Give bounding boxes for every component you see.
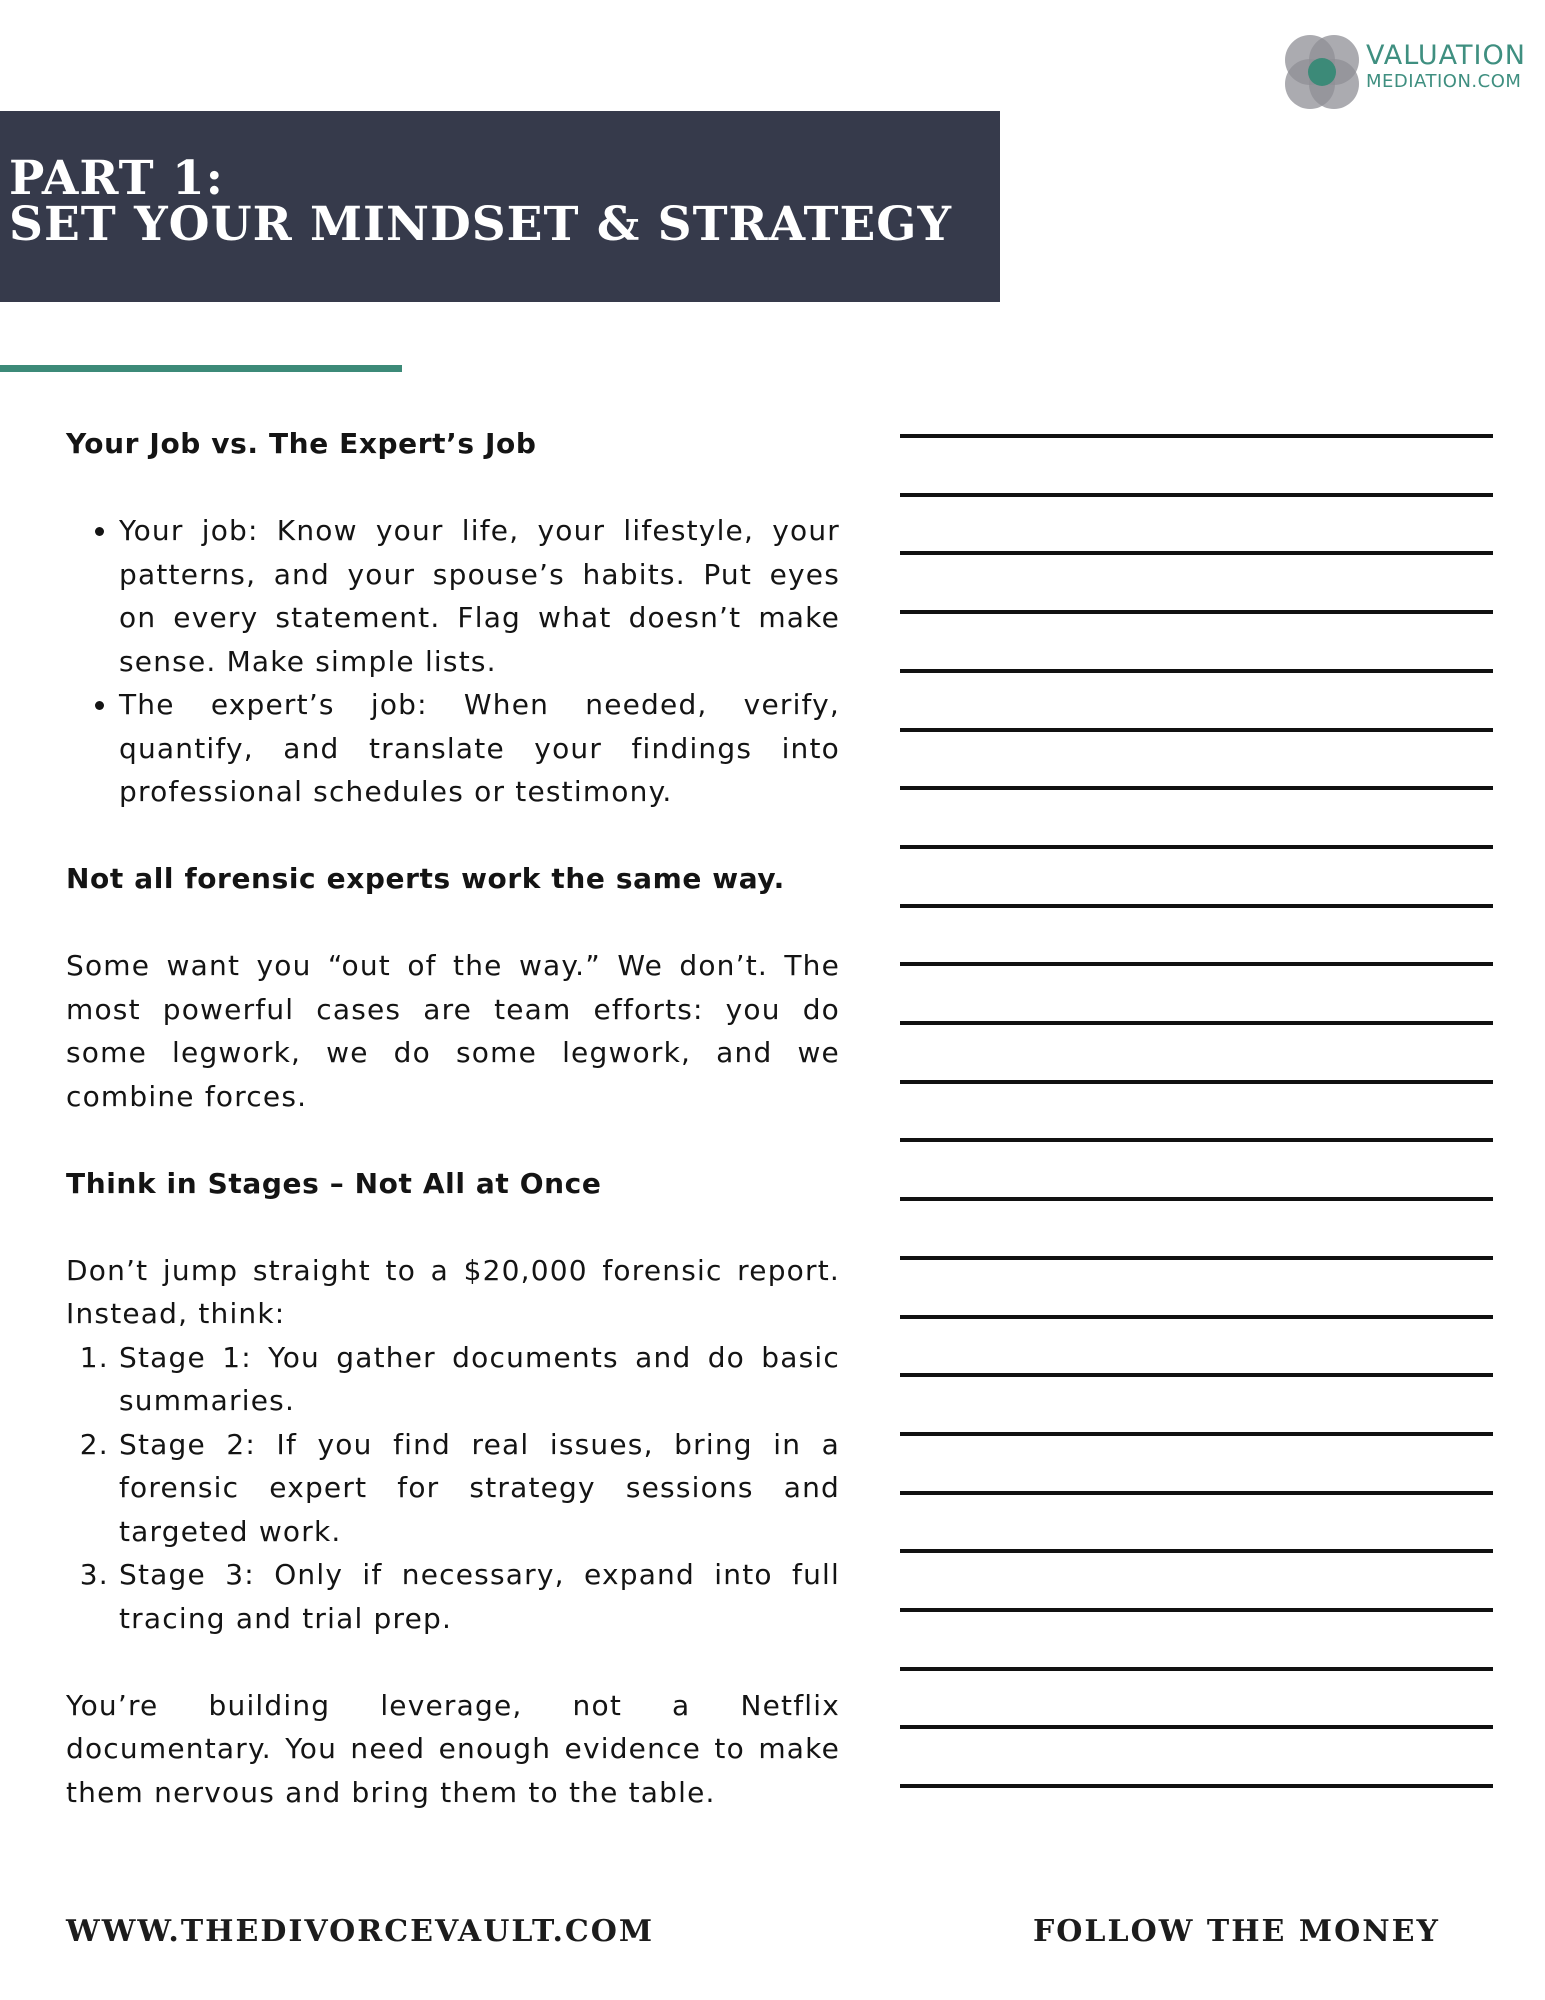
writing-line: [900, 610, 1493, 614]
writing-line: [900, 1080, 1493, 1084]
writing-line: [900, 962, 1493, 966]
list-item: 1. Stage 1: You gather documents and do basic summaries.: [119, 1336, 840, 1423]
writing-line: [900, 1197, 1493, 1201]
spacer: [66, 1640, 840, 1684]
writing-line: [900, 1373, 1493, 1377]
notes-writing-lines: [900, 0, 1493, 2000]
writing-line: [900, 1138, 1493, 1142]
stages-intro: Don’t jump straight to a $20,000 forensic report. Instead, think:: [66, 1253, 840, 1330]
writing-line: [900, 904, 1493, 908]
experts-section-heading: Not all forensic experts work the same way.: [66, 862, 785, 895]
writing-line: [900, 493, 1493, 497]
writing-line: [900, 1725, 1493, 1729]
writing-line: [900, 1315, 1493, 1319]
writing-line: [900, 551, 1493, 555]
writing-line: [900, 1256, 1493, 1260]
writing-line: [900, 1432, 1493, 1436]
list-item: 3. Stage 3: Only if necessary, expand into full tracing and trial prep.: [119, 1553, 840, 1640]
job-section-heading: Your Job vs. The Expert’s Job: [66, 427, 537, 460]
main-content: [66, 422, 840, 1814]
stages-numbered-list: [66, 1336, 840, 1641]
footer-website: WWW.THEDIVORCEVAULT.COM: [66, 1914, 655, 1949]
list-item: • The expert’s job: When needed, verify, quantify, and translate your findings into professional schedules or testimony.: [119, 683, 840, 814]
writing-line: [900, 786, 1493, 790]
experts-paragraph: Some want you “out of the way.” We don’t. The most powerful cases are team efforts: you do some legwork, we do some legwork, and we combine forces.: [66, 949, 840, 1113]
page-title: [9, 151, 952, 252]
page-title-line-1: PART 1:: [9, 151, 225, 206]
writing-line: [900, 1608, 1493, 1612]
logo-line-mediation: MEDIATION.COM: [1366, 71, 1522, 92]
writing-line: [900, 1021, 1493, 1025]
spacer: [66, 466, 840, 510]
footer-tagline: FOLLOW THE MONEY: [1033, 1914, 1440, 1949]
writing-line: [900, 1491, 1493, 1495]
list-item: 2. Stage 2: If you find real issues, bring in a forensic expert for strategy sessions and targeted work.: [119, 1423, 840, 1554]
writing-line: [900, 434, 1493, 438]
page-title-line-2: SET YOUR MINDSET & STRATEGY: [9, 197, 952, 252]
writing-line: [900, 1784, 1493, 1788]
closing-paragraph: You’re building leverage, not a Netflix documentary. You need enough evidence to make them nervous and bring them to the table.: [66, 1688, 840, 1809]
writing-line: [900, 1549, 1493, 1553]
spacer: [66, 901, 840, 945]
accent-divider: [0, 365, 402, 372]
writing-line: [900, 845, 1493, 849]
job-bullet-list: [66, 509, 840, 814]
writing-line: [900, 669, 1493, 673]
spacer: [66, 814, 840, 858]
writing-line: [900, 1667, 1493, 1671]
spacer: [66, 1118, 840, 1162]
list-item: • Your job: Know your life, your lifestyle, your patterns, and your spouse’s habits. Put eyes on every statement. Flag what doesn’t make sense. Make simple lists.: [119, 509, 840, 683]
logo-line-valuation: VALUATION: [1366, 40, 1526, 71]
title-banner: [0, 111, 1000, 302]
spacer: [66, 1205, 840, 1249]
writing-line: [900, 728, 1493, 732]
stages-section-heading: Think in Stages – Not All at Once: [66, 1166, 602, 1200]
